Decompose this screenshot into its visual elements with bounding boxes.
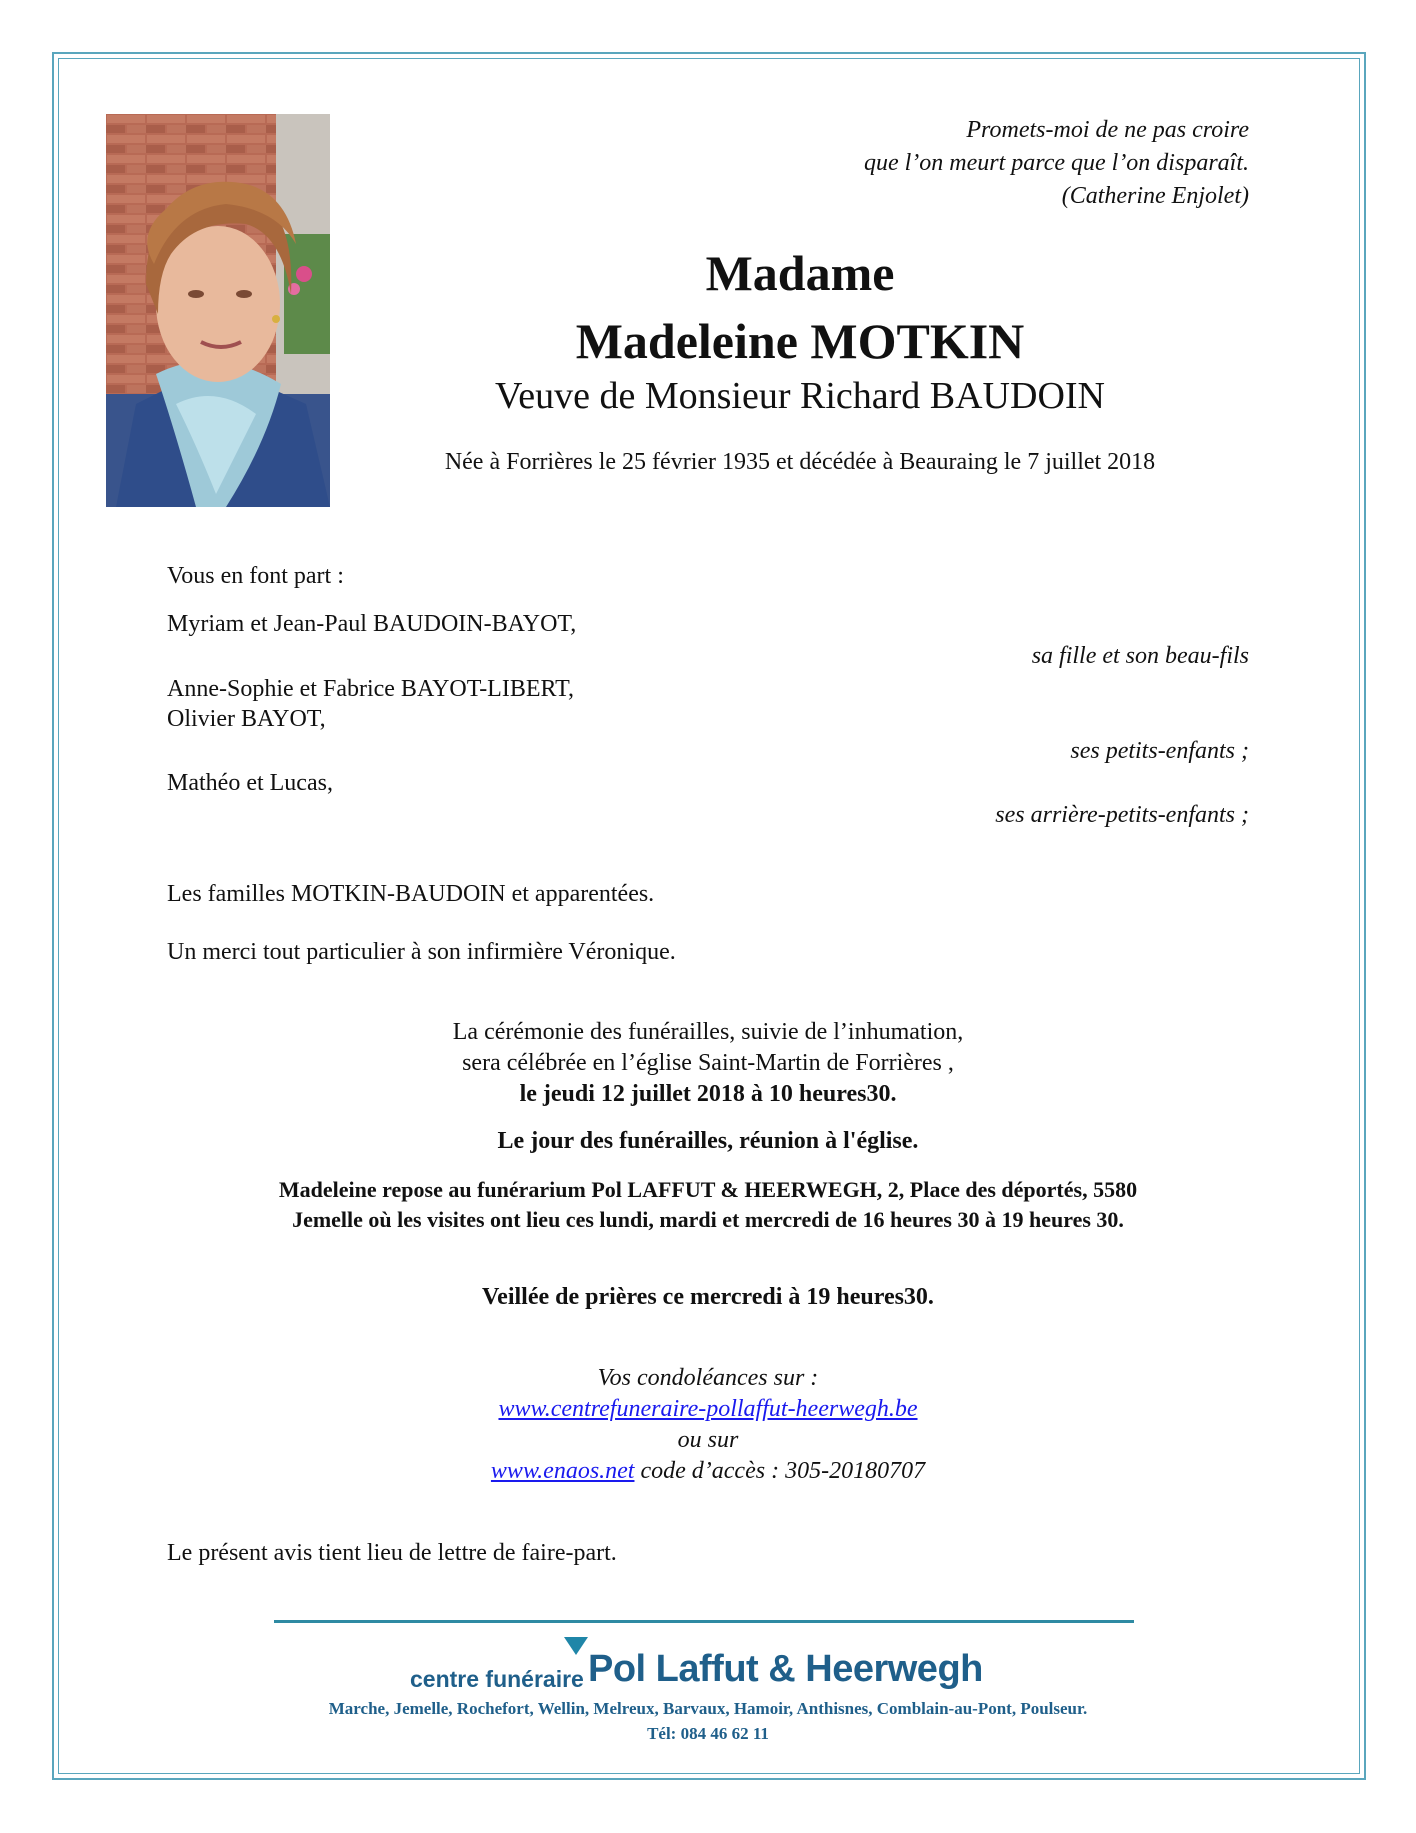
condolences-link-row [110,1394,1306,1425]
ceremony-line-2: sera célébrée en l’église Saint-Martin de Forrières , [462,1050,954,1076]
repose-line-2: Jemelle où les visites ont lieu ces lundi, mardi et mercredi de 16 heures 30 à 19 heures 30. [292,1207,1124,1232]
ceremony-line-1: La cérémonie des funérailles, suivie de l’inhumation, [452,1019,964,1045]
footer-phone: Tél: 084 46 62 11 [647,1724,769,1743]
relation-2: ses petits-enfants ; [1070,738,1249,764]
logo-big-text: Pol Laffut & Heerwegh [588,1648,983,1690]
thanks-line: Un merci tout particulier à son infirmière Véronique. [167,939,676,965]
condolences-intro: Vos condoléances sur : [597,1365,819,1391]
relation-1: sa fille et son beau-fils [1031,643,1249,669]
meeting-line: Le jour des funérailles, réunion à l'église. [497,1128,919,1154]
footer-rule [274,1620,1134,1623]
family-line-3: Olivier BAYOT, [167,706,326,732]
enaos-link[interactable]: www.enaos.net [490,1458,635,1484]
deceased-name: Madeleine MOTKIN [575,313,1025,369]
relation-3: ses arrière-petits-enfants ; [995,802,1249,828]
families-line: Les familles MOTKIN-BAUDOIN et apparentées. [167,881,655,907]
family-line-1: Myriam et Jean-Paul BAUDOIN-BAYOT, [167,611,577,637]
condolences-or: ou sur [677,1427,739,1453]
access-code: code d’accès : 305-20180707 [634,1458,926,1484]
birth-death-dates: Née à Forrières le 25 février 1935 et décédée à Beauraing le 7 juillet 2018 [444,449,1156,475]
enaos-row [110,1456,1306,1487]
footer-locations: Marche, Jemelle, Rochefort, Wellin, Melreux, Barvaux, Hamoir, Anthisnes, Comblain-au-Pont, Poulseur. [328,1699,1088,1718]
portrait-photo [106,114,330,507]
quote-line-1: Promets-moi de ne pas croire [966,117,1249,143]
deceased-title: Madame [705,245,895,301]
notice-line: Le présent avis tient lieu de lettre de faire-part. [167,1540,617,1566]
funeral-center-link[interactable]: www.centrefuneraire-pollaffut-heerwegh.be [498,1396,918,1422]
quote-author: (Catherine Enjolet) [1061,183,1249,209]
quote-line-2: que l’on meurt parce que l’on disparaît. [863,150,1249,176]
vigil-line: Veillée de prières ce mercredi à 19 heures30. [482,1284,934,1310]
ceremony-date: le jeudi 12 juillet 2018 à 10 heures30. [519,1081,897,1107]
logo-triangle-icon [564,1637,588,1655]
family-line-4: Mathéo et Lucas, [167,770,333,796]
widow-of: Veuve de Monsieur Richard BAUDOIN [495,375,1105,417]
epigraph-quote [864,114,1249,213]
logo-small-text: centre funéraire [410,1666,584,1692]
family-intro: Vous en font part : [167,563,344,589]
repose-line-1: Madeleine repose au funérarium Pol LAFFUT & HEERWEGH, 2, Place des déportés, 5580 [278,1177,1138,1202]
family-line-2: Anne-Sophie et Fabrice BAYOT-LIBERT, [167,676,574,702]
